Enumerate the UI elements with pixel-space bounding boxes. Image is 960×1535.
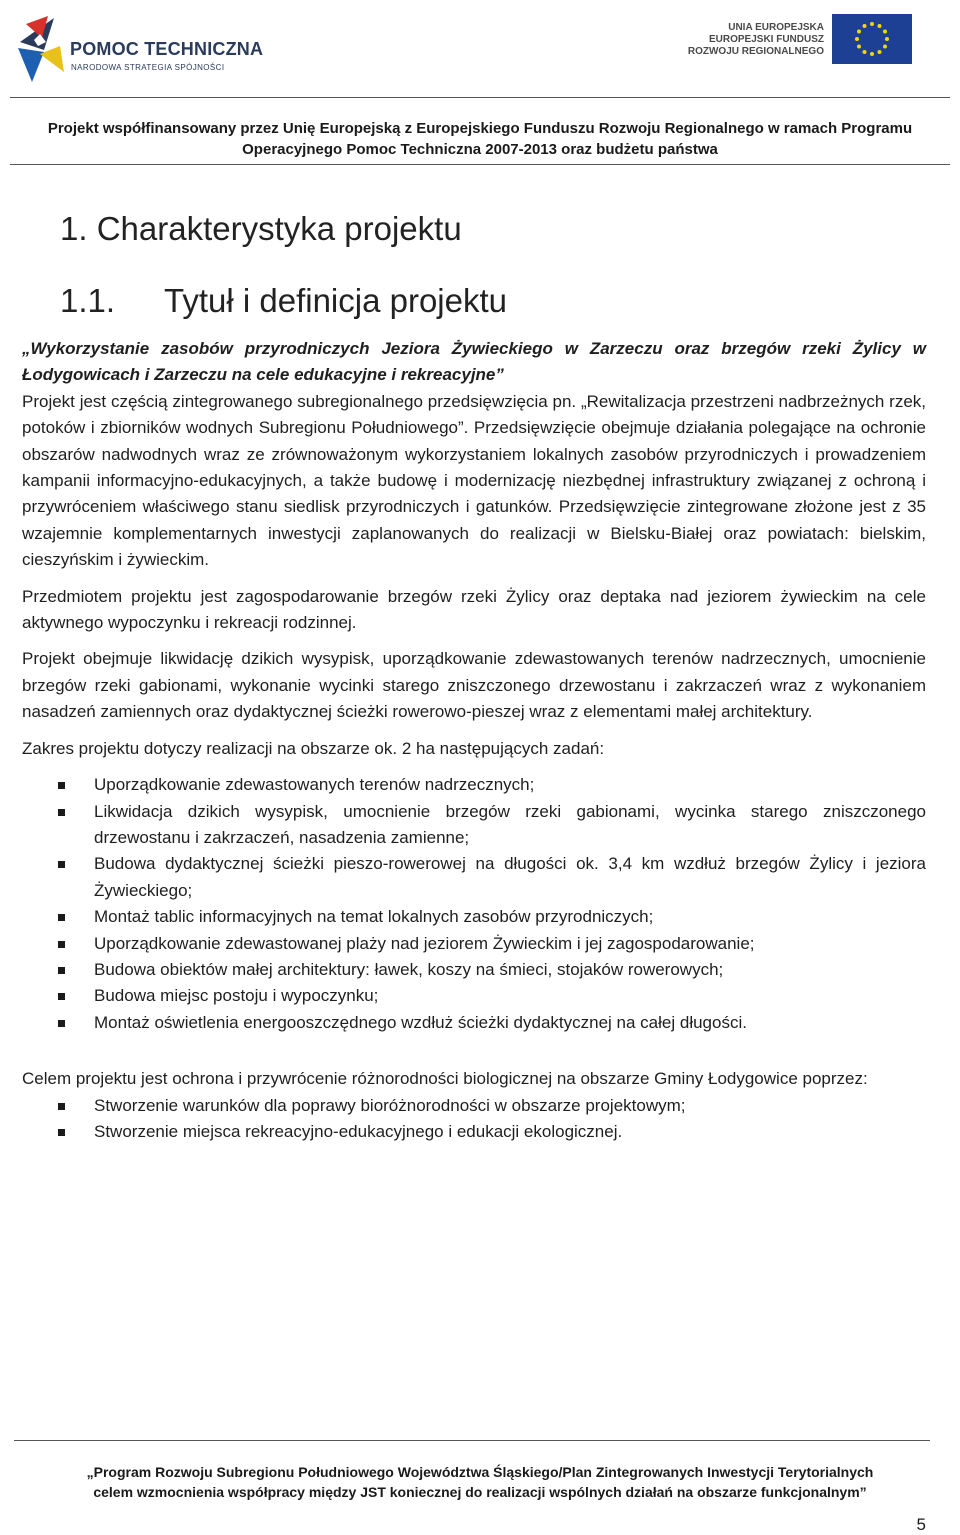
eu-flag-icon xyxy=(832,14,912,64)
paragraph-context: Projekt jest częścią zintegrowanego subregionalnego przedsięwzięcia pn. „Rewitalizacja przestrzeni nadbrzeżnych rzek, potoków i zbiorników wodnych Subregionu Południowego”. Przedsięwzięcie obejmuje działania polegające na ochronie obszarów nadwodnych wraz ze zrównoważonym wykorzystaniem lokalnych zasobów przyrodniczych i prowadzeniem kampanii informacyjno-edukacyjnych, a także budowę i modernizację niezbędnej infrastruktury związanej z ochroną i przywróceniem właściwego stanu siedlisk przyrodniczych i gatunków. Przedsięwzięcie zintegrowane złożone jest z 35 wzajemnie komplementarnych inwestycji zaplanowanych do realizacji w Bielsku-Białej oraz powiatach: bielskim, cieszyńskim i żywieckim. xyxy=(22,391,926,570)
list-item: Likwidacja dzikich wysypisk, umocnienie brzegów rzeki gabionami, wycinka starego zniszczonego drzewostanu i zakrzaczeń, nasadzenia zamienne; xyxy=(22,799,926,852)
list-item: Stworzenie miejsca rekreacyjno-edukacyjnego i edukacji ekologicznej. xyxy=(22,1119,926,1145)
cofinancing-banner xyxy=(0,118,960,160)
page-footer xyxy=(0,1462,960,1502)
document-body xyxy=(22,336,926,1145)
list-item: Budowa miejsc postoju i wypoczynku; xyxy=(22,983,926,1009)
paragraph-tasks-intro: Zakres projektu dotyczy realizacji na obszarze ok. 2 ha następujących zadań: xyxy=(22,738,605,758)
banner-line1: Projekt współfinansowany przez Unię Europejską z Europejskiego Funduszu Rozwoju Regionalnego w ramach Programu xyxy=(47,120,913,137)
tasks-list xyxy=(22,772,926,1036)
page-header xyxy=(0,0,960,98)
section-title: Tytuł i definicja projektu xyxy=(164,282,508,319)
star-logo-icon xyxy=(14,12,68,86)
eu-logo xyxy=(632,14,912,70)
list-item: Stworzenie warunków dla poprawy bioróżnorodności w obszarze projektowym; xyxy=(22,1093,926,1119)
footer-line2: celem wzmocnienia współpracy między JST koniecznej do realizacji wspólnych działań na obszarze funkcjonalnym” xyxy=(93,1484,867,1500)
page-number: 5 xyxy=(916,1515,926,1534)
project-title: „Wykorzystanie zasobów przyrodniczych Jeziora Żywieckiego w Zarzeczu oraz brzegów rzeki Żylicy w Łodygowicach i Zarzeczu na cele edukacyjne i rekreacyjne” xyxy=(22,339,926,385)
footer-line1: „Program Rozwoju Subregionu Południowego Województwa Śląskiego/Plan Zintegrowanych Inwestycji Terytorialnych xyxy=(86,1464,874,1480)
section-heading xyxy=(60,282,507,320)
list-item: Budowa dydaktycznej ścieżki pieszo-rowerowej na długości ok. 3,4 km wzdłuż brzegów Żylicy i jeziora Żywieckiego; xyxy=(22,851,926,904)
paragraph-subject: Przedmiotem projektu jest zagospodarowanie brzegów rzeki Żylicy oraz deptaka nad jeziorem żywieckim na cele aktywnego wypoczynku i rekreacji rodzinnej. xyxy=(22,586,926,633)
header-rule-top xyxy=(10,97,950,98)
eu-logo-text xyxy=(688,22,824,58)
logo-title: POMOC TECHNICZNA xyxy=(70,39,264,59)
footer-rule xyxy=(14,1440,930,1441)
logo-subtitle: NARODOWA STRATEGIA SPÓJNOŚCI xyxy=(71,63,225,72)
eu-logo-line1: UNIA EUROPEJSKA xyxy=(728,22,824,33)
header-rule-bottom xyxy=(10,164,950,165)
list-item: Budowa obiektów małej architektury: ławek, koszy na śmieci, stojaków rowerowych; xyxy=(22,957,926,983)
list-item: Montaż tablic informacyjnych na temat lokalnych zasobów przyrodniczych; xyxy=(22,904,926,930)
eu-logo-line2: EUROPEJSKI FUNDUSZ xyxy=(708,34,824,45)
goals-list xyxy=(22,1093,926,1146)
list-item: Uporządkowanie zdewastowanych terenów nadrzecznych; xyxy=(22,772,926,798)
list-item: Montaż oświetlenia energooszczędnego wzdłuż ścieżki dydaktycznej na całej długości. xyxy=(22,1010,926,1036)
list-item: Uporządkowanie zdewastowanej plaży nad jeziorem Żywieckim i jej zagospodarowanie; xyxy=(22,931,926,957)
chapter-heading: 1. Charakterystyka projektu xyxy=(60,210,462,247)
banner-line2: Operacyjnego Pomoc Techniczna 2007-2013 oraz budżetu państwa xyxy=(242,141,718,158)
paragraph-scope: Projekt obejmuje likwidację dzikich wysypisk, uporządkowanie zdewastowanych terenów nadrzecznych, umocnienie brzegów rzeki gabionami, wykonanie wycinki starego zniszczonego drzewostanu i zakrzaczeń wraz z wykonaniem nasadzeń zamiennych oraz dydaktycznej ścieżki rowerowo-pieszej wraz z elementami małej architektury. xyxy=(22,649,926,722)
eu-logo-line3: ROZWOJU REGIONALNEGO xyxy=(687,46,824,57)
section-number: 1.1. xyxy=(60,282,116,319)
pomoc-techniczna-logo xyxy=(14,12,264,86)
paragraph-goal: Celem projektu jest ochrona i przywrócenie różnorodności biologicznej na obszarze Gminy Łodygowice poprzez: xyxy=(22,1069,868,1089)
